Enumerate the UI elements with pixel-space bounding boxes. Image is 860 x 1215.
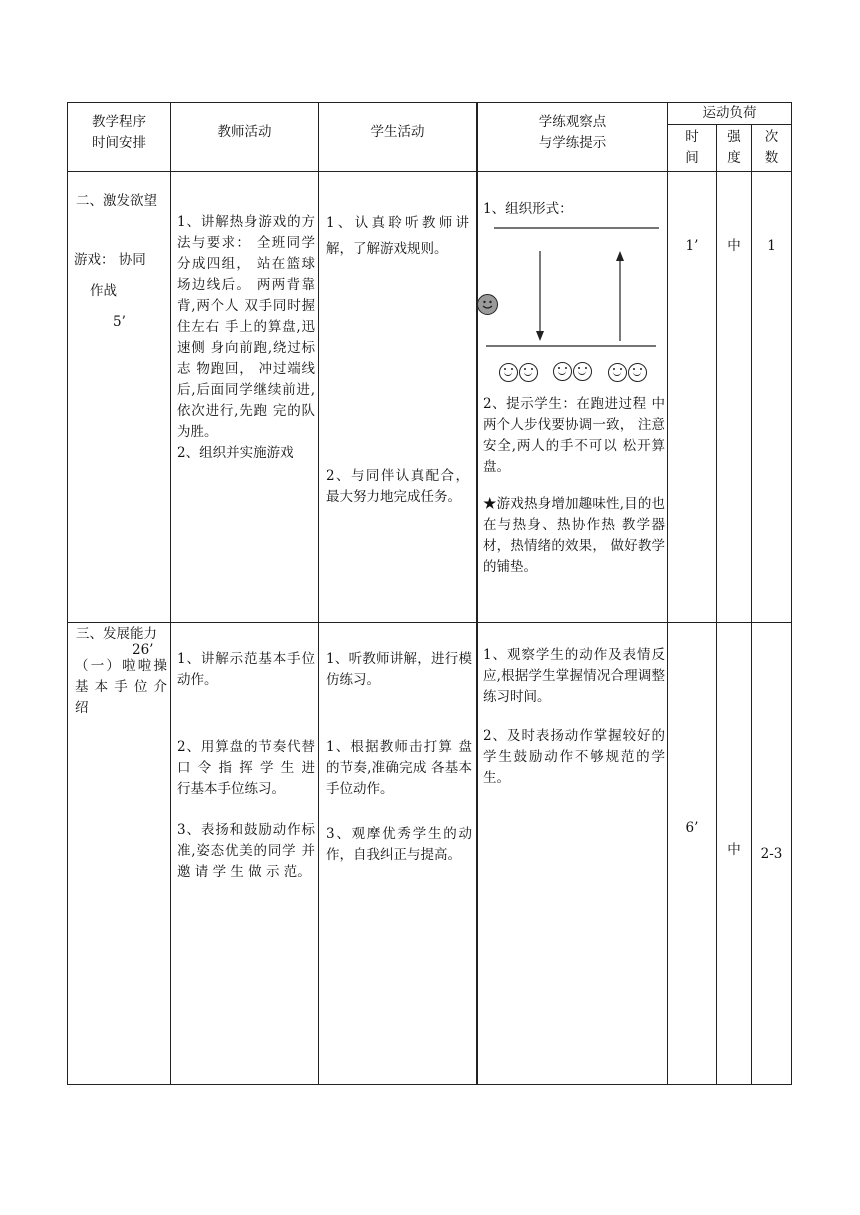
header-intensity <box>717 127 751 169</box>
arrow-down-icon <box>536 251 544 341</box>
row1-teacher-p1: 1、讲解热身游戏的方法与要求： 全班同学分成四组， 站在篮球场边线后。 两两背靠背,两个人 双手同时握住左右 手上的算盘,迅速侧 身向前跑,绕过标志 物跑回， 冲过端线后,后面同学继续前进,依次进行,先跑 完的队为胜。 <box>177 214 315 440</box>
row1-game-label: 游戏： 协同 <box>74 252 146 268</box>
row2-intensity: 中 <box>727 842 741 858</box>
smiley-icon <box>628 363 647 382</box>
smiley-icon <box>573 362 592 381</box>
row2-procedure-sub: （一）啦啦操基 本 手 位 介绍 <box>75 658 167 716</box>
row1-procedure-title: 二、激发欲望 <box>76 193 157 209</box>
student-group-2-icon <box>553 362 593 385</box>
header-time-2: 间 <box>685 150 699 166</box>
row1-observe-p1: 1、组织形式： <box>483 201 573 217</box>
row1-teacher-p2: 2、组织并实施游戏 <box>177 445 294 461</box>
header-observe <box>478 112 667 154</box>
header-procedure-line1: 教学程序 <box>92 114 146 130</box>
smiley-icon <box>608 363 627 382</box>
row1-student-p1: 1、认真聆听教师讲解，了解游戏规则。 <box>326 215 469 257</box>
row2-teacher-p2: 2、用算盘的节奏代替 口 令 指 挥 学 生 进 行基本手位练习。 <box>177 739 315 797</box>
header-load: 运动负荷 <box>702 105 757 121</box>
row1-game-label2: 作战 <box>90 283 117 299</box>
row2-count: 2-3 <box>760 846 783 862</box>
row1-duration: 5’ <box>113 314 126 330</box>
row2-teacher-p1: 1、讲解示范基本手位动作。 <box>177 651 315 688</box>
student-group-3-icon <box>608 363 648 386</box>
header-count <box>752 127 791 169</box>
header-time-1: 时 <box>685 129 699 145</box>
header-intensity-2: 度 <box>727 150 741 166</box>
header-intensity-1: 强 <box>727 129 741 145</box>
header-count-1: 次 <box>764 129 779 145</box>
row2-observe-p2: 2、及时表扬动作掌握较好的学生鼓励动作不够规范的学生。 <box>483 728 665 786</box>
header-observe-line2: 与学练提示 <box>538 135 607 151</box>
teacher-marker-icon <box>477 294 498 315</box>
row2-student-p1: 1、听教师讲解，进行模仿练习。 <box>326 651 472 688</box>
smiley-icon <box>519 363 538 382</box>
header-procedure <box>68 112 170 154</box>
header-count-2: 数 <box>764 150 779 166</box>
row1-teacher-activity <box>177 212 315 464</box>
arrow-up-icon <box>616 251 624 341</box>
row1-observe-p3: ★游戏热身增加趣味性,目的也在与热身、热协作热 教学器材，热情绪的效果， 做好教学的铺垫。 <box>483 496 665 575</box>
header-observe-line1: 学练观察点 <box>538 114 607 130</box>
row2-teacher-p3: 3、表扬和鼓励动作标准,姿态优美的同学 并 邀 请 学 生 做 示 范。 <box>177 822 315 880</box>
row2-student-p3: 3、观摩优秀学生的动作，自我纠正与提高。 <box>326 826 472 863</box>
row1-observe-p2: 2、提示学生：在跑进过程 中两个人步伐要协调一致， 注意安全,两人的手不可以 松开算盘。 <box>483 396 665 475</box>
row2-time: 6’ <box>685 820 699 836</box>
student-group-1-icon <box>499 363 539 386</box>
row1-intensity: 中 <box>727 238 741 254</box>
row2-observe-p1: 1、观察学生的动作及表情反应,根据学生掌握情况合理调整练习时间。 <box>483 647 665 705</box>
header-teacher: 教师活动 <box>217 124 272 140</box>
smiley-icon <box>553 362 572 381</box>
row2-duration: 26’ <box>132 642 154 658</box>
smiley-icon <box>499 363 518 382</box>
row2-procedure-title: 三、发展能力 <box>76 626 157 642</box>
row2-student-p2: 1、根据教师击打算 盘的节奏,准确完成 各基本手位动作。 <box>326 739 472 797</box>
row1-time: 1’ <box>685 238 699 254</box>
header-procedure-line2: 时间安排 <box>92 135 146 151</box>
header-student: 学生活动 <box>370 124 425 140</box>
teacher-face-icon <box>478 295 497 314</box>
row1-count: 1 <box>767 238 776 254</box>
header-time <box>668 127 716 169</box>
row1-student-p2: 2、与同伴认真配合，最大努力地完成任务。 <box>326 468 469 505</box>
